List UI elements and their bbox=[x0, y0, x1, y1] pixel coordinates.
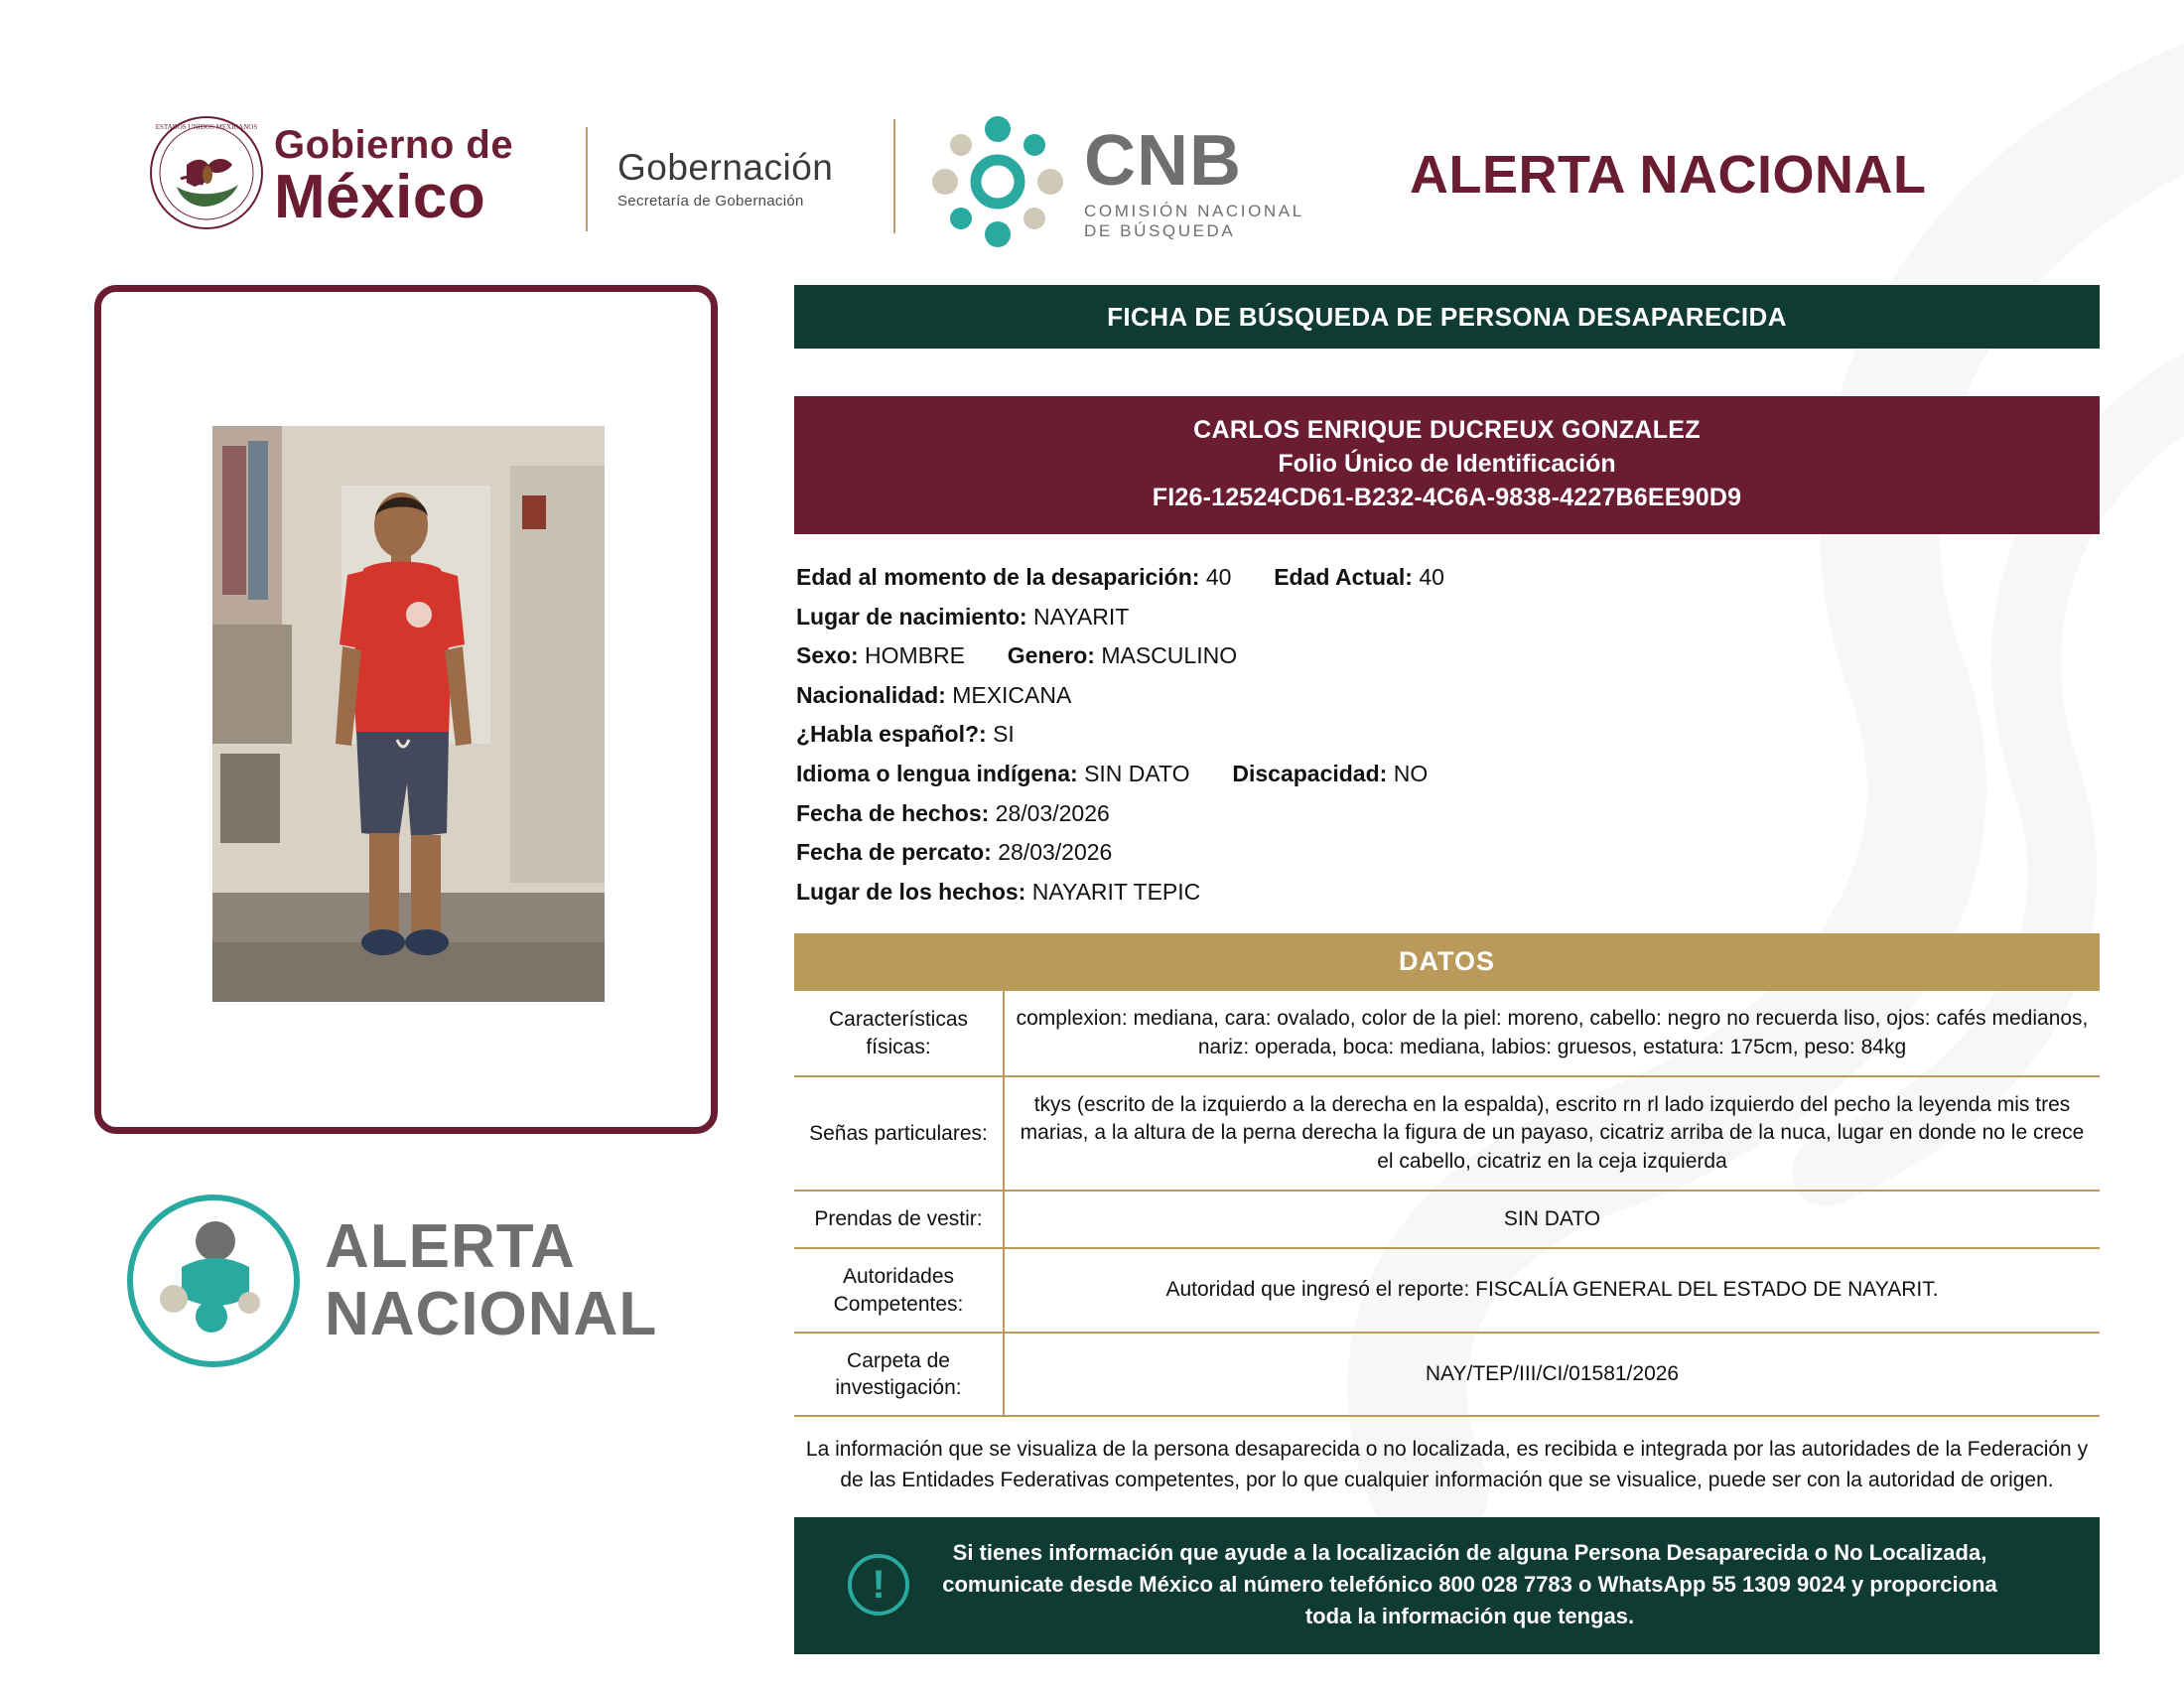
fact-lugar-nacimiento-label: Lugar de nacimiento: bbox=[796, 603, 1027, 630]
fact-lugar-hechos-value: NAYARIT TEPIC bbox=[1031, 878, 1201, 905]
person-photo bbox=[212, 426, 605, 1002]
exclamation-icon: ! bbox=[848, 1554, 909, 1616]
fact-lugar-nacimiento-value: NAYARIT bbox=[1032, 603, 1130, 630]
fact-habla-espanol-label: ¿Habla español?: bbox=[796, 721, 987, 748]
header-divider-1 bbox=[586, 127, 588, 231]
datos-table bbox=[794, 991, 2100, 1417]
row-value: Autoridad que ingresó el reporte: FISCALÍA GENERAL DEL ESTADO DE NAYARIT. bbox=[1004, 1248, 2100, 1333]
fact-genero-value: MASCULINO bbox=[1101, 642, 1238, 669]
record-content bbox=[794, 285, 2100, 1654]
person-name: CARLOS ENRIQUE DUCREUX GONZALEZ bbox=[1193, 416, 1701, 444]
row-label: Carpeta de investigación: bbox=[794, 1333, 1004, 1417]
gobernacion-title: Gobernación bbox=[617, 147, 834, 188]
table-row bbox=[794, 1333, 2100, 1417]
row-value: tkys (escrito de la izquierdo a la derecha en la espalda), escrito rn rl lado izquierdo del pecho la leyenda mis tres marias, a la altura de la perna derecha la figura de un payaso, cicatriz arriba de la nuca, lugar en donde no le crece el cabello, cicatriz en la ceja izquierda bbox=[1004, 1076, 2100, 1191]
alerta-logo-word1: ALERTA bbox=[325, 1212, 576, 1281]
cnb-line2: DE BÚSQUEDA bbox=[1084, 220, 1236, 240]
eagle-seal-icon bbox=[147, 113, 266, 232]
table-row bbox=[794, 1076, 2100, 1191]
svg-text:ESTADOS UNIDOS MEXICANOS: ESTADOS UNIDOS MEXICANOS bbox=[155, 123, 258, 131]
fact-nacionalidad-label: Nacionalidad: bbox=[796, 681, 946, 708]
fact-fecha-hechos-label: Fecha de hechos: bbox=[796, 799, 990, 826]
row-label: Características físicas: bbox=[794, 991, 1004, 1076]
table-row bbox=[794, 1248, 2100, 1333]
gobierno-line1: Gobierno de bbox=[274, 123, 514, 167]
fact-lugar-hechos-label: Lugar de los hechos: bbox=[796, 878, 1026, 905]
row-value: NAY/TEP/III/CI/01581/2026 bbox=[1004, 1333, 2100, 1417]
fact-lugar-nacimiento bbox=[796, 598, 2100, 637]
fact-fecha-percato bbox=[796, 833, 2100, 873]
photo-frame bbox=[94, 285, 718, 1134]
row-value: SIN DATO bbox=[1004, 1191, 2100, 1248]
row-label: Señas particulares: bbox=[794, 1076, 1004, 1191]
fact-nacionalidad bbox=[796, 676, 2100, 716]
fact-habla-espanol-value: SI bbox=[993, 721, 1015, 748]
table-row bbox=[794, 1191, 2100, 1248]
fact-fecha-hechos bbox=[796, 794, 2100, 834]
alerta-nacional-logo bbox=[124, 1192, 657, 1370]
fact-fecha-percato-value: 28/03/2026 bbox=[998, 839, 1113, 866]
fact-lugar-hechos bbox=[796, 873, 2100, 913]
fact-idioma-label: Idioma o lengua indígena: bbox=[796, 760, 1078, 786]
page-header bbox=[0, 0, 2184, 268]
fact-fecha-hechos-value: 28/03/2026 bbox=[995, 799, 1110, 826]
alerta-mark-icon bbox=[124, 1192, 303, 1370]
fact-sexo-label: Sexo: bbox=[796, 642, 859, 669]
fact-sexo-value: HOMBRE bbox=[865, 642, 965, 669]
cnb-acronym: CNB bbox=[1084, 120, 1242, 201]
alerta-logo-word2: NACIONAL bbox=[325, 1280, 658, 1348]
table-row bbox=[794, 991, 2100, 1076]
facts-list bbox=[794, 558, 2100, 912]
row-label: Autoridades Competentes: bbox=[794, 1248, 1004, 1333]
fact-edad-actual-value: 40 bbox=[1419, 564, 1444, 591]
contact-text: Si tienes información que ayude a la localización de alguna Persona Desaparecida o No Localizada, comunicate desde México al número telefónico 800 028 7783 o WhatsApp 55 1309 9024 y proporciona toda la información que tengas. bbox=[942, 1540, 1997, 1629]
fact-habla-espanol bbox=[796, 715, 2100, 755]
row-value: complexion: mediana, cara: ovalado, color de la piel: moreno, cabello: negro no recuerda liso, ojos: cafés medianos, nariz: operada, boca: mediana, labios: gruesos, estatura: 175cm, peso: 84kg bbox=[1004, 991, 2100, 1076]
person-name-band bbox=[794, 396, 2100, 534]
ficha-band: FICHA DE BÚSQUEDA DE PERSONA DESAPARECIDA bbox=[794, 285, 2100, 349]
fact-sexo-genero bbox=[796, 636, 2100, 676]
fact-discapacidad-label: Discapacidad: bbox=[1232, 760, 1388, 786]
folio-value: FI26-12524CD61-B232-4C6A-9838-4227B6EE90D9 bbox=[1152, 483, 1742, 511]
fact-fecha-percato-label: Fecha de percato: bbox=[796, 839, 992, 866]
header-divider-2 bbox=[893, 119, 895, 233]
fact-discapacidad-value: NO bbox=[1393, 760, 1429, 786]
folio-label: Folio Único de Identificación bbox=[1278, 449, 1616, 478]
alerta-nacional-heading: ALERTA NACIONAL bbox=[1410, 145, 1927, 205]
gobierno-de-mexico-logo bbox=[147, 117, 513, 236]
cnb-mark-icon bbox=[923, 107, 1072, 256]
gobernacion-logo bbox=[617, 149, 833, 210]
fact-edad-desaparicion-label: Edad al momento de la desaparición: bbox=[796, 564, 1200, 591]
row-label: Prendas de vestir: bbox=[794, 1191, 1004, 1248]
fact-edad bbox=[796, 558, 2100, 598]
fact-edad-actual-label: Edad Actual: bbox=[1274, 564, 1413, 591]
cnb-line1: COMISIÓN NACIONAL bbox=[1084, 201, 1304, 220]
gobernacion-subtitle: Secretaría de Gobernación bbox=[617, 192, 804, 210]
contact-band bbox=[794, 1517, 2100, 1654]
cnb-logo bbox=[923, 107, 1304, 256]
fact-idioma-value: SIN DATO bbox=[1084, 760, 1190, 786]
disclaimer-text: La información que se visualiza de la persona desaparecida o no localizada, es recibida e integrada por las autoridades de la Federación y de las Entidades Federativas competentes, por lo que cualquier información que se visualice, puede ser con la autoridad de origen. bbox=[805, 1438, 2089, 1491]
fact-nacionalidad-value: MEXICANA bbox=[952, 681, 1072, 708]
fact-genero-label: Genero: bbox=[1007, 642, 1095, 669]
datos-band: DATOS bbox=[794, 933, 2100, 991]
fact-edad-desaparicion-value: 40 bbox=[1205, 564, 1232, 591]
gobierno-line2: México bbox=[274, 163, 486, 231]
fact-idioma-discapacidad bbox=[796, 755, 2100, 794]
